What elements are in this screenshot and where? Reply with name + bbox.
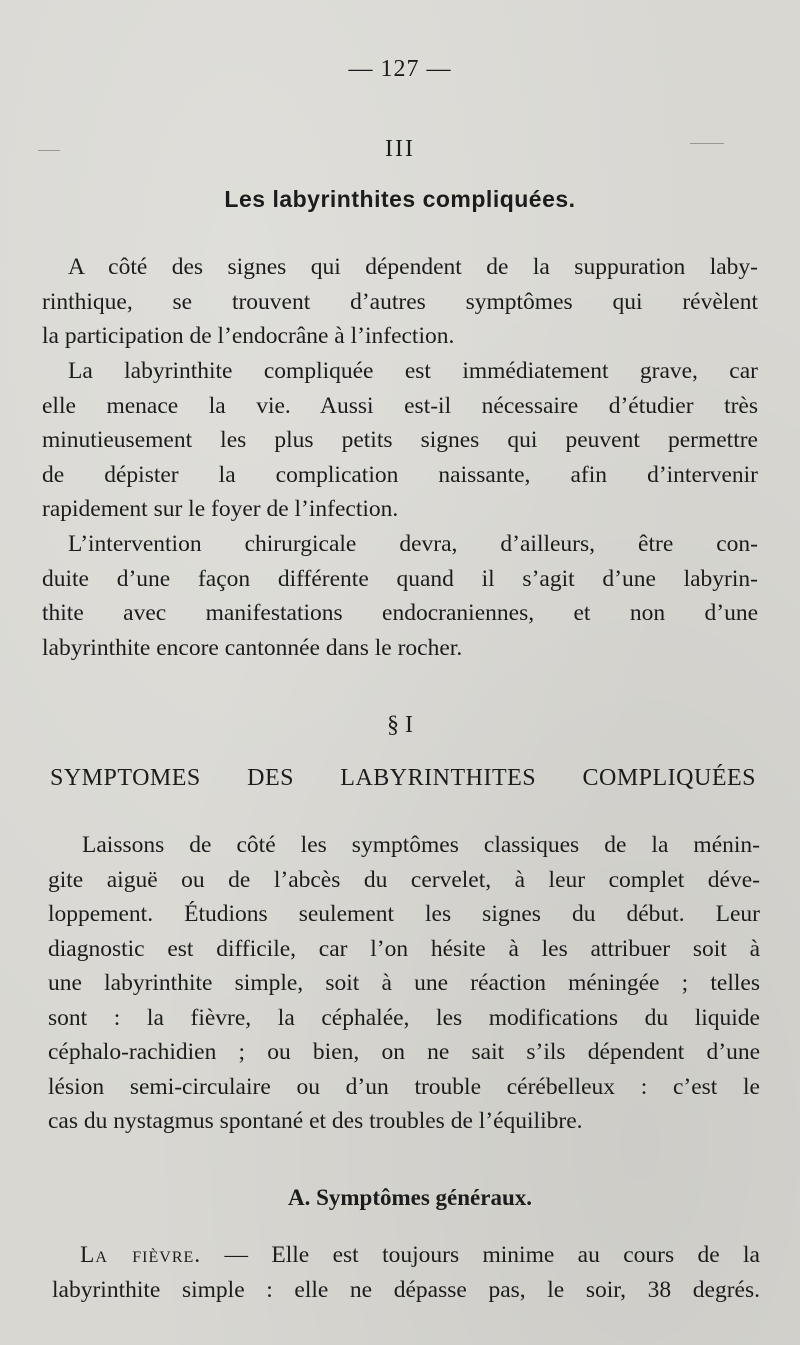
lead-term: La fièvre. <box>80 1242 202 1268</box>
chapter-title: Les labyrinthites compliquées. <box>224 186 576 212</box>
text-line: de dépister la complication naissante, afin d’intervenir <box>42 461 758 488</box>
text-line: lésion semi-circulaire ou d’un trouble cérébelleux : c’est le <box>48 1073 760 1100</box>
text-line: duite d’une façon différente quand il s’agit d’une labyrin- <box>42 565 758 592</box>
intro-paragraph-1 <box>42 250 758 354</box>
text-line: rinthique, se trouvent d’autres symptômes qui révèlent <box>42 288 758 315</box>
text-line: L’intervention chirurgicale devra, d’ailleurs, être con- <box>68 531 758 557</box>
page-number: — 127 — <box>348 56 452 82</box>
text-line: labyrinthite encore cantonnée dans le rocher. <box>42 634 463 661</box>
text-line: diagnostic est difficile, car l’on hésite à les attribuer soit à <box>48 935 760 962</box>
chapter-number: III <box>385 136 415 162</box>
text-line: A côté des signes qui dépendent de la suppuration laby- <box>68 254 758 280</box>
text-line: la participation de l’endocrâne à l’infection. <box>42 323 455 349</box>
lead-text: — Elle est toujours minime au cours de la <box>201 1242 760 1268</box>
text-line: rapidement sur le foyer de l’infection. <box>42 496 399 522</box>
subsection-title: A. Symptômes généraux. <box>287 1185 533 1210</box>
text-line: thite avec manifestations endocraniennes, et non d’une <box>42 600 758 626</box>
text-line: elle menace la vie. Aussi est-il nécessaire d’étudier très <box>42 392 758 419</box>
intro-paragraph-2 <box>42 354 758 527</box>
text-line: une labyrinthite simple, soit à une réaction méningée ; telles <box>48 970 760 996</box>
text-line: loppement. Étudions seulement les signes du début. Leur <box>48 901 760 927</box>
section-title: SYMPTOMES DES LABYRINTHITES COMPLIQUÉES <box>50 765 756 791</box>
text-line: labyrinthite simple : elle ne dépasse pas, le soir, 38 degrés. <box>52 1276 760 1303</box>
intro-paragraph-3 <box>42 527 758 665</box>
text-line: céphalo-rachidien ; ou bien, on ne sait s’ils dépendent d’une <box>48 1039 760 1065</box>
section-paragraph <box>48 828 760 1139</box>
text-line: minutieusement les plus petits signes qui peuvent permettre <box>42 427 758 453</box>
text-line <box>52 1238 760 1273</box>
section-mark: § I <box>387 712 413 738</box>
text-line: sont : la fièvre, la céphalée, les modifications du liquide <box>48 1004 760 1031</box>
text-line: gite aiguë ou de l’abcès du cervelet, à leur complet déve- <box>48 866 760 893</box>
text-line: cas du nystagmus spontané et des troubles de l’équilibre. <box>48 1108 583 1134</box>
text-line: Laissons de côté les symptômes classiques de la ménin- <box>82 832 760 858</box>
text-line: La labyrinthite compliquée est immédiatement grave, car <box>68 358 758 384</box>
subsection-paragraph <box>52 1238 760 1307</box>
